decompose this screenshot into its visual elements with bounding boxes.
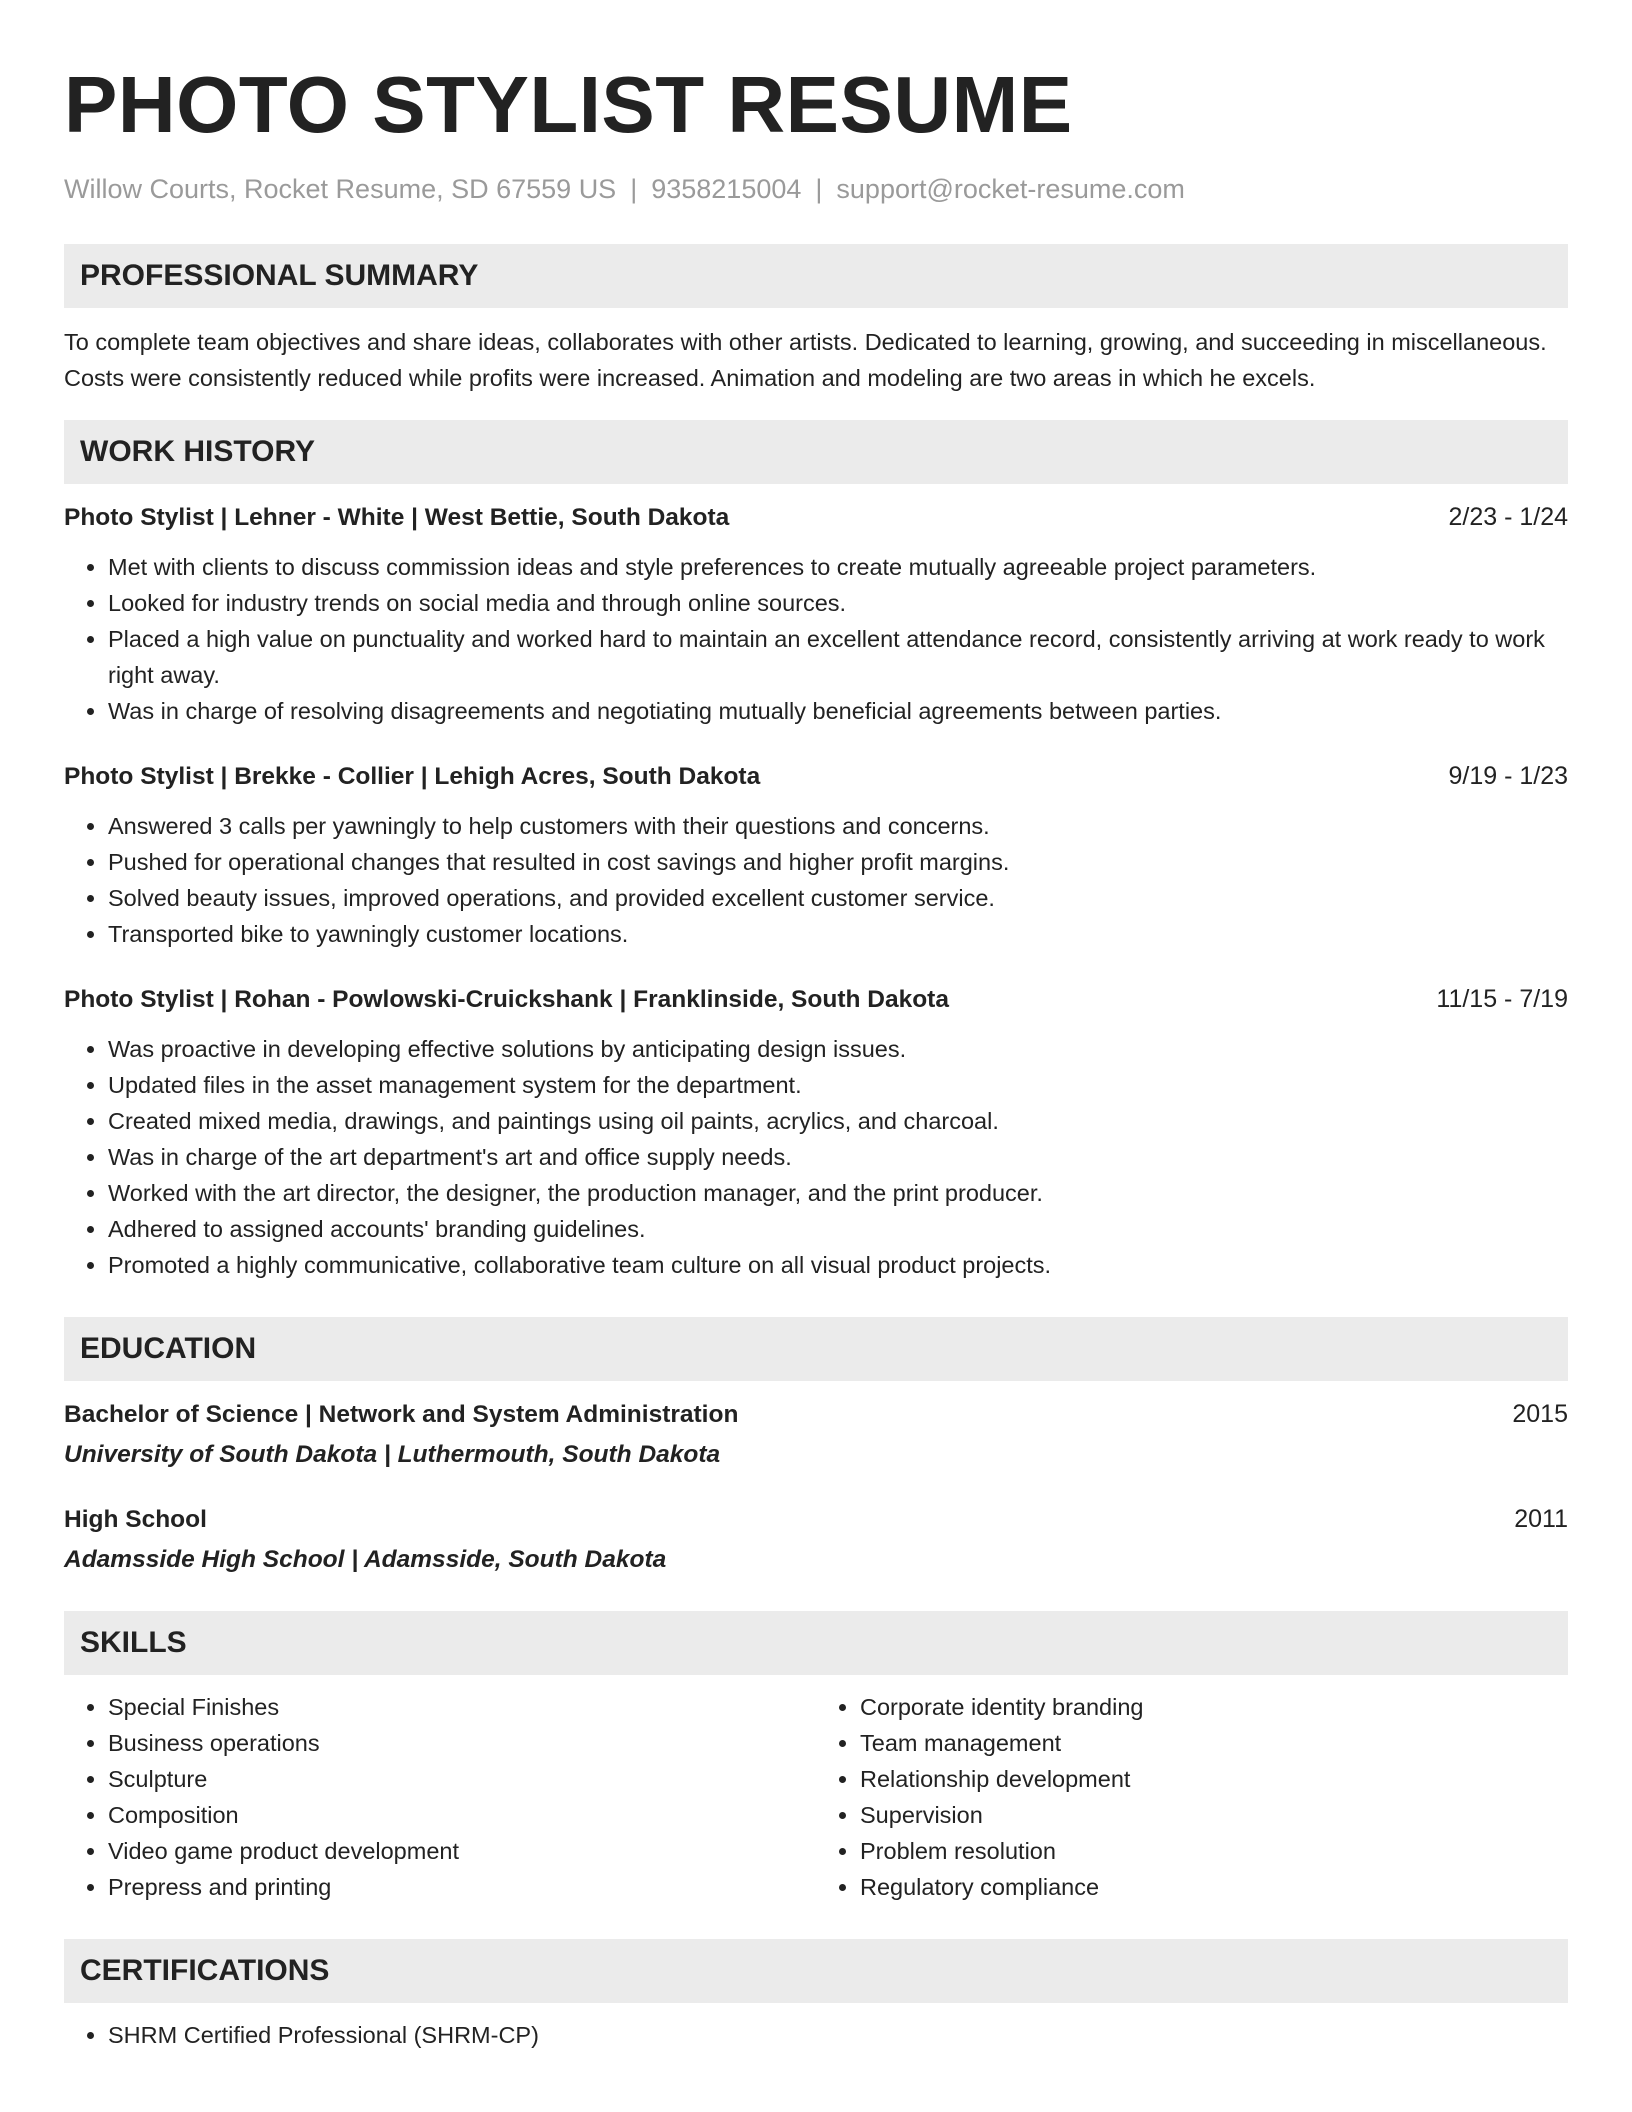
job-bullets [64, 549, 1568, 729]
job-bullet: • Promoted a highly communicative, collaborative team culture on all visual product projects. [108, 1247, 1568, 1283]
contact-phone: 9358215004 [651, 174, 802, 204]
job-heading: Photo Stylist | Brekke - Collier | Lehigh Acres, South Dakota [64, 763, 761, 790]
skill-item: • Supervision [860, 1797, 1568, 1833]
skill-item: • Team management [860, 1725, 1568, 1761]
certification-item: • SHRM Certified Professional (SHRM-CP) [108, 2017, 1568, 2053]
education-school: Adamsside High School | Adamsside, South Dakota [64, 1546, 667, 1573]
job-bullet: • Was in charge of the art department's art and office supply needs. [108, 1139, 1568, 1175]
skill-item: • Prepress and printing [108, 1869, 816, 1905]
job-heading-row [64, 500, 1568, 535]
section-header-skills: SKILLS [64, 1611, 1568, 1675]
skill-item: • Composition [108, 1797, 816, 1833]
job-bullet: • Pushed for operational changes that resulted in cost savings and higher profit margins. [108, 844, 1568, 880]
job-bullet: • Adhered to assigned accounts' branding guidelines. [108, 1211, 1568, 1247]
education-heading-row [64, 1502, 1568, 1537]
skill-item: • Special Finishes [108, 1689, 816, 1725]
education-year: 2015 [1512, 1400, 1568, 1428]
job-bullet: • Was in charge of resolving disagreements and negotiating mutually beneficial agreements between parties. [108, 693, 1568, 729]
skill-item: • Corporate identity branding [860, 1689, 1568, 1725]
section-header-summary: PROFESSIONAL SUMMARY [64, 244, 1568, 308]
job-bullet: • Worked with the art director, the designer, the production manager, and the print producer. [108, 1175, 1568, 1211]
job-entry [64, 982, 1568, 1283]
skill-item: • Problem resolution [860, 1833, 1568, 1869]
education-degree: Bachelor of Science | Network and System Administration [64, 1401, 739, 1428]
job-heading: Photo Stylist | Lehner - White | West Bettie, South Dakota [64, 504, 730, 531]
education-entry [64, 1397, 1568, 1472]
job-heading-row [64, 982, 1568, 1017]
job-heading-row [64, 759, 1568, 794]
job-entry [64, 500, 1568, 729]
education-heading-row [64, 1397, 1568, 1432]
section-header-education: EDUCATION [64, 1317, 1568, 1381]
section-header-work-history: WORK HISTORY [64, 420, 1568, 484]
section-header-certifications: CERTIFICATIONS [64, 1939, 1568, 2003]
job-dates: 2/23 - 1/24 [1448, 503, 1568, 531]
certification-list [64, 2017, 1568, 2053]
skill-item: • Business operations [108, 1725, 816, 1761]
contact-email: support@rocket-resume.com [836, 174, 1185, 204]
job-bullet: • Met with clients to discuss commission ideas and style preferences to create mutually agreeable project parameters. [108, 549, 1568, 585]
skill-item: • Regulatory compliance [860, 1869, 1568, 1905]
job-bullet: • Was proactive in developing effective solutions by anticipating design issues. [108, 1031, 1568, 1067]
job-dates: 11/15 - 7/19 [1436, 985, 1568, 1013]
job-bullet: • Solved beauty issues, improved operations, and provided excellent customer service. [108, 880, 1568, 916]
job-bullet: • Created mixed media, drawings, and paintings using oil paints, acrylics, and charcoal. [108, 1103, 1568, 1139]
education-school: University of South Dakota | Luthermouth, South Dakota [64, 1441, 721, 1468]
skills-grid [64, 1689, 1568, 1905]
job-bullet: • Updated files in the asset management system for the department. [108, 1067, 1568, 1103]
job-entry [64, 759, 1568, 952]
job-bullets [64, 808, 1568, 952]
contact-separator: | [630, 174, 638, 204]
contact-line [64, 172, 1568, 206]
job-bullet: • Answered 3 calls per yawningly to help customers with their questions and concerns. [108, 808, 1568, 844]
resume-title: PHOTO STYLIST RESUME [64, 60, 1073, 149]
contact-address: Willow Courts, Rocket Resume, SD 67559 US [64, 174, 617, 204]
summary-text: To complete team objectives and share ideas, collaborates with other artists. Dedicated to learning, growing, and succeeding in miscellaneous. Costs were consistently reduced while profits were increased. Animation and modeling are two areas in which he excels. [64, 329, 1547, 391]
education-degree: High School [64, 1506, 207, 1533]
job-bullet: • Placed a high value on punctuality and worked hard to maintain an excellent attendance record, consistently arriving at work ready to work right away. [108, 621, 1568, 693]
skill-item: • Relationship development [860, 1761, 1568, 1797]
skill-item: • Sculpture [108, 1761, 816, 1797]
job-bullet: • Looked for industry trends on social media and through online sources. [108, 585, 1568, 621]
job-bullets [64, 1031, 1568, 1283]
contact-separator: | [815, 174, 823, 204]
skills-column-right [816, 1689, 1568, 1905]
skills-column-left [64, 1689, 816, 1905]
education-year: 2011 [1514, 1505, 1568, 1533]
job-bullet: • Transported bike to yawningly customer locations. [108, 916, 1568, 952]
job-dates: 9/19 - 1/23 [1448, 762, 1568, 790]
job-heading: Photo Stylist | Rohan - Powlowski-Cruickshank | Franklinside, South Dakota [64, 986, 949, 1013]
skill-item: • Video game product development [108, 1833, 816, 1869]
education-entry [64, 1502, 1568, 1577]
